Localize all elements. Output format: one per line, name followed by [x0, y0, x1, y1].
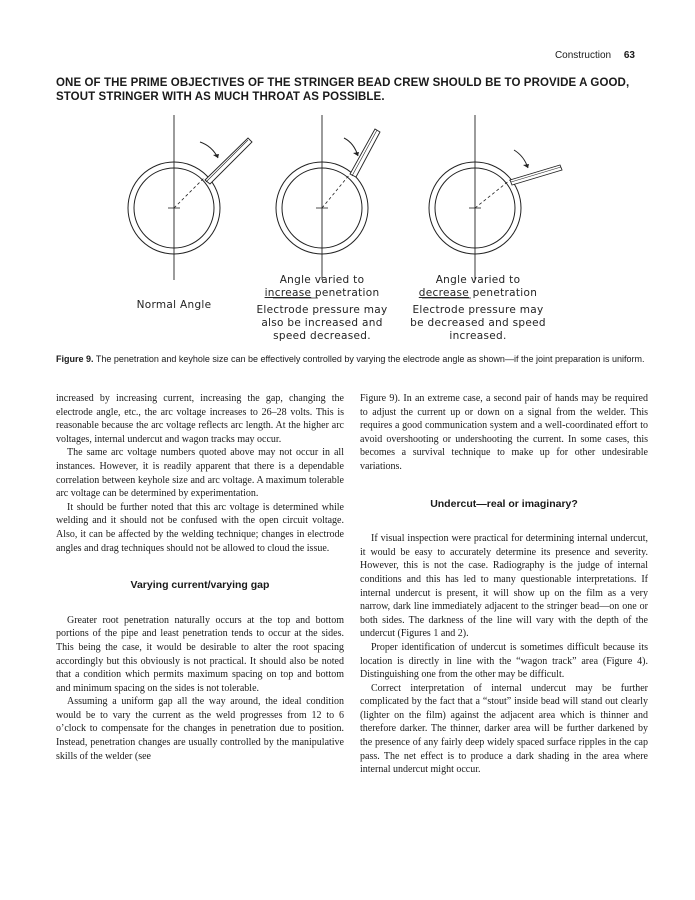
section-title: Construction	[554, 50, 612, 61]
pipe-diagram-increase	[276, 115, 380, 280]
label-increase-line3: Electrode pressure may	[256, 304, 388, 316]
left-paragraph-5: Assuming a uniform gap all the way around, the ideal condition would be to vary the current as the weld progresses from 12 to 6 o’clock to compensate for the changes in penetration due to position. Instead, penetration changes are usually controlled by the manipulative skills of the welder (see	[56, 696, 344, 762]
label-decrease-line4: be decreased and speed	[410, 317, 546, 329]
right-paragraph-2: If visual inspection were practical for determining internal undercut, it would be easy to accurately determine its presence and severity. However, this is not the case. Radiography is the judge of internal conditions and this has led to many questionable interpretations. If internal undercut is present, it will show up on the film as a very narrow, dark line immediately adjacent to the stringer bead—on one or both sides. The darkness of the line will vary with the depth of the undercut (Figures 1 and 2).	[360, 533, 648, 640]
label-increase-line4: also be increased and	[261, 317, 383, 329]
label-increase-line2	[265, 287, 380, 299]
label-decrease-line1: Angle varied to	[435, 274, 521, 286]
caption-label: Figure 9.	[56, 354, 94, 364]
figure-caption	[56, 354, 648, 365]
label-increase-line5: speed decreased.	[273, 330, 371, 342]
pipe-diagram-decrease	[429, 115, 562, 280]
left-column	[56, 392, 344, 763]
page-header	[555, 50, 635, 61]
caption-text: The penetration and keyhole size can be effectively controlled by varying the electrode angle as shown—if the joint preparation is uniform.	[93, 354, 645, 364]
heading-varying-current: Varying current/varying gap	[130, 579, 270, 592]
left-paragraph-4: Greater root penetration naturally occurs at the top and bottom portions of the pipe and least penetration tends to occur at the sides. This being the case, it would be desirable to alter the root spacing accordingly but this obviously is not practical. It should also be noted that a condition which permits maximum spacing on top and bottom and minimum spacing on the sides is not tolerable.	[56, 614, 344, 694]
left-paragraph-2: The same arc voltage numbers quoted above may not occur in all instances. However, it is readily apparent that there is a dependable correlation between keyhole size and arc voltage. A maximum tolerable arc voltage can be determined by experimentation.	[56, 447, 344, 500]
right-column	[360, 392, 648, 777]
label-decrease-underlined: decrease	[418, 287, 470, 299]
label-increase-underlined: increase	[264, 287, 312, 299]
label-decrease-rest: penetration	[469, 287, 538, 299]
label-decrease-line5: increased.	[449, 330, 507, 342]
right-paragraph-4: Correct interpretation of internal undercut may be further complicated by the fact that a “stout” inside bead will stand out clearly (lighter on the film) against the adjacent area which is thinner and therefore darker. The thinner, darker area will be further darkened by the presence of any fairly deep widely spaced surface ripples in the cap pass. The net effect is to produce a dark shading in the area where internal undercut might occur.	[360, 682, 648, 776]
pipe-diagram-normal	[128, 115, 252, 280]
label-increase-rest: penetration	[311, 287, 380, 299]
right-paragraph-3: Proper identification of undercut is sometimes difficult because its location is directly in line with the “wagon track” area (Figure 4). Distinguishing one from the other may be difficult.	[360, 641, 648, 681]
left-paragraph-3: It should be further noted that this arc voltage is determined while welding and it should not be confused with the open circuit voltage. Also, it can be affected by the welding technique; changes in electrode angles and drag techniques should not be allowed to cloud the issue.	[56, 501, 344, 554]
label-normal-angle: Normal Angle	[136, 299, 212, 311]
page-number: 63	[623, 50, 635, 61]
right-paragraph-1: Figure 9). In an extreme case, a second pair of hands may be required to adjust the current up or down on a signal from the welder. This requires a good communication system and a well-coordinated effort to avoid overshooting or undershooting the current. In some cases, this becomes a survival technique to make up for other undesirable variations.	[360, 393, 648, 472]
callout-heading: ONE OF THE PRIME OBJECTIVES OF THE STRINGER BEAD CREW SHOULD BE TO PROVIDE A GOOD, STOUT STRINGER WITH AS MUCH THROAT AS POSSIBLE.	[56, 77, 630, 103]
heading-undercut: Undercut—real or imaginary?	[430, 497, 578, 510]
left-paragraph-1: increased by increasing current, increasing the gap, changing the electrode angle, etc., the arc voltage increases to 26–28 volts. This is reasonable because the arc voltage reflects arc length. At the higher arc voltages, internal undercut and wagon tracks may occur.	[56, 393, 344, 445]
label-decrease-line2	[419, 287, 537, 299]
label-increase-line1: Angle varied to	[279, 274, 365, 286]
figure-9-diagram	[0, 110, 695, 350]
label-decrease-line3: Electrode pressure may	[412, 304, 544, 316]
